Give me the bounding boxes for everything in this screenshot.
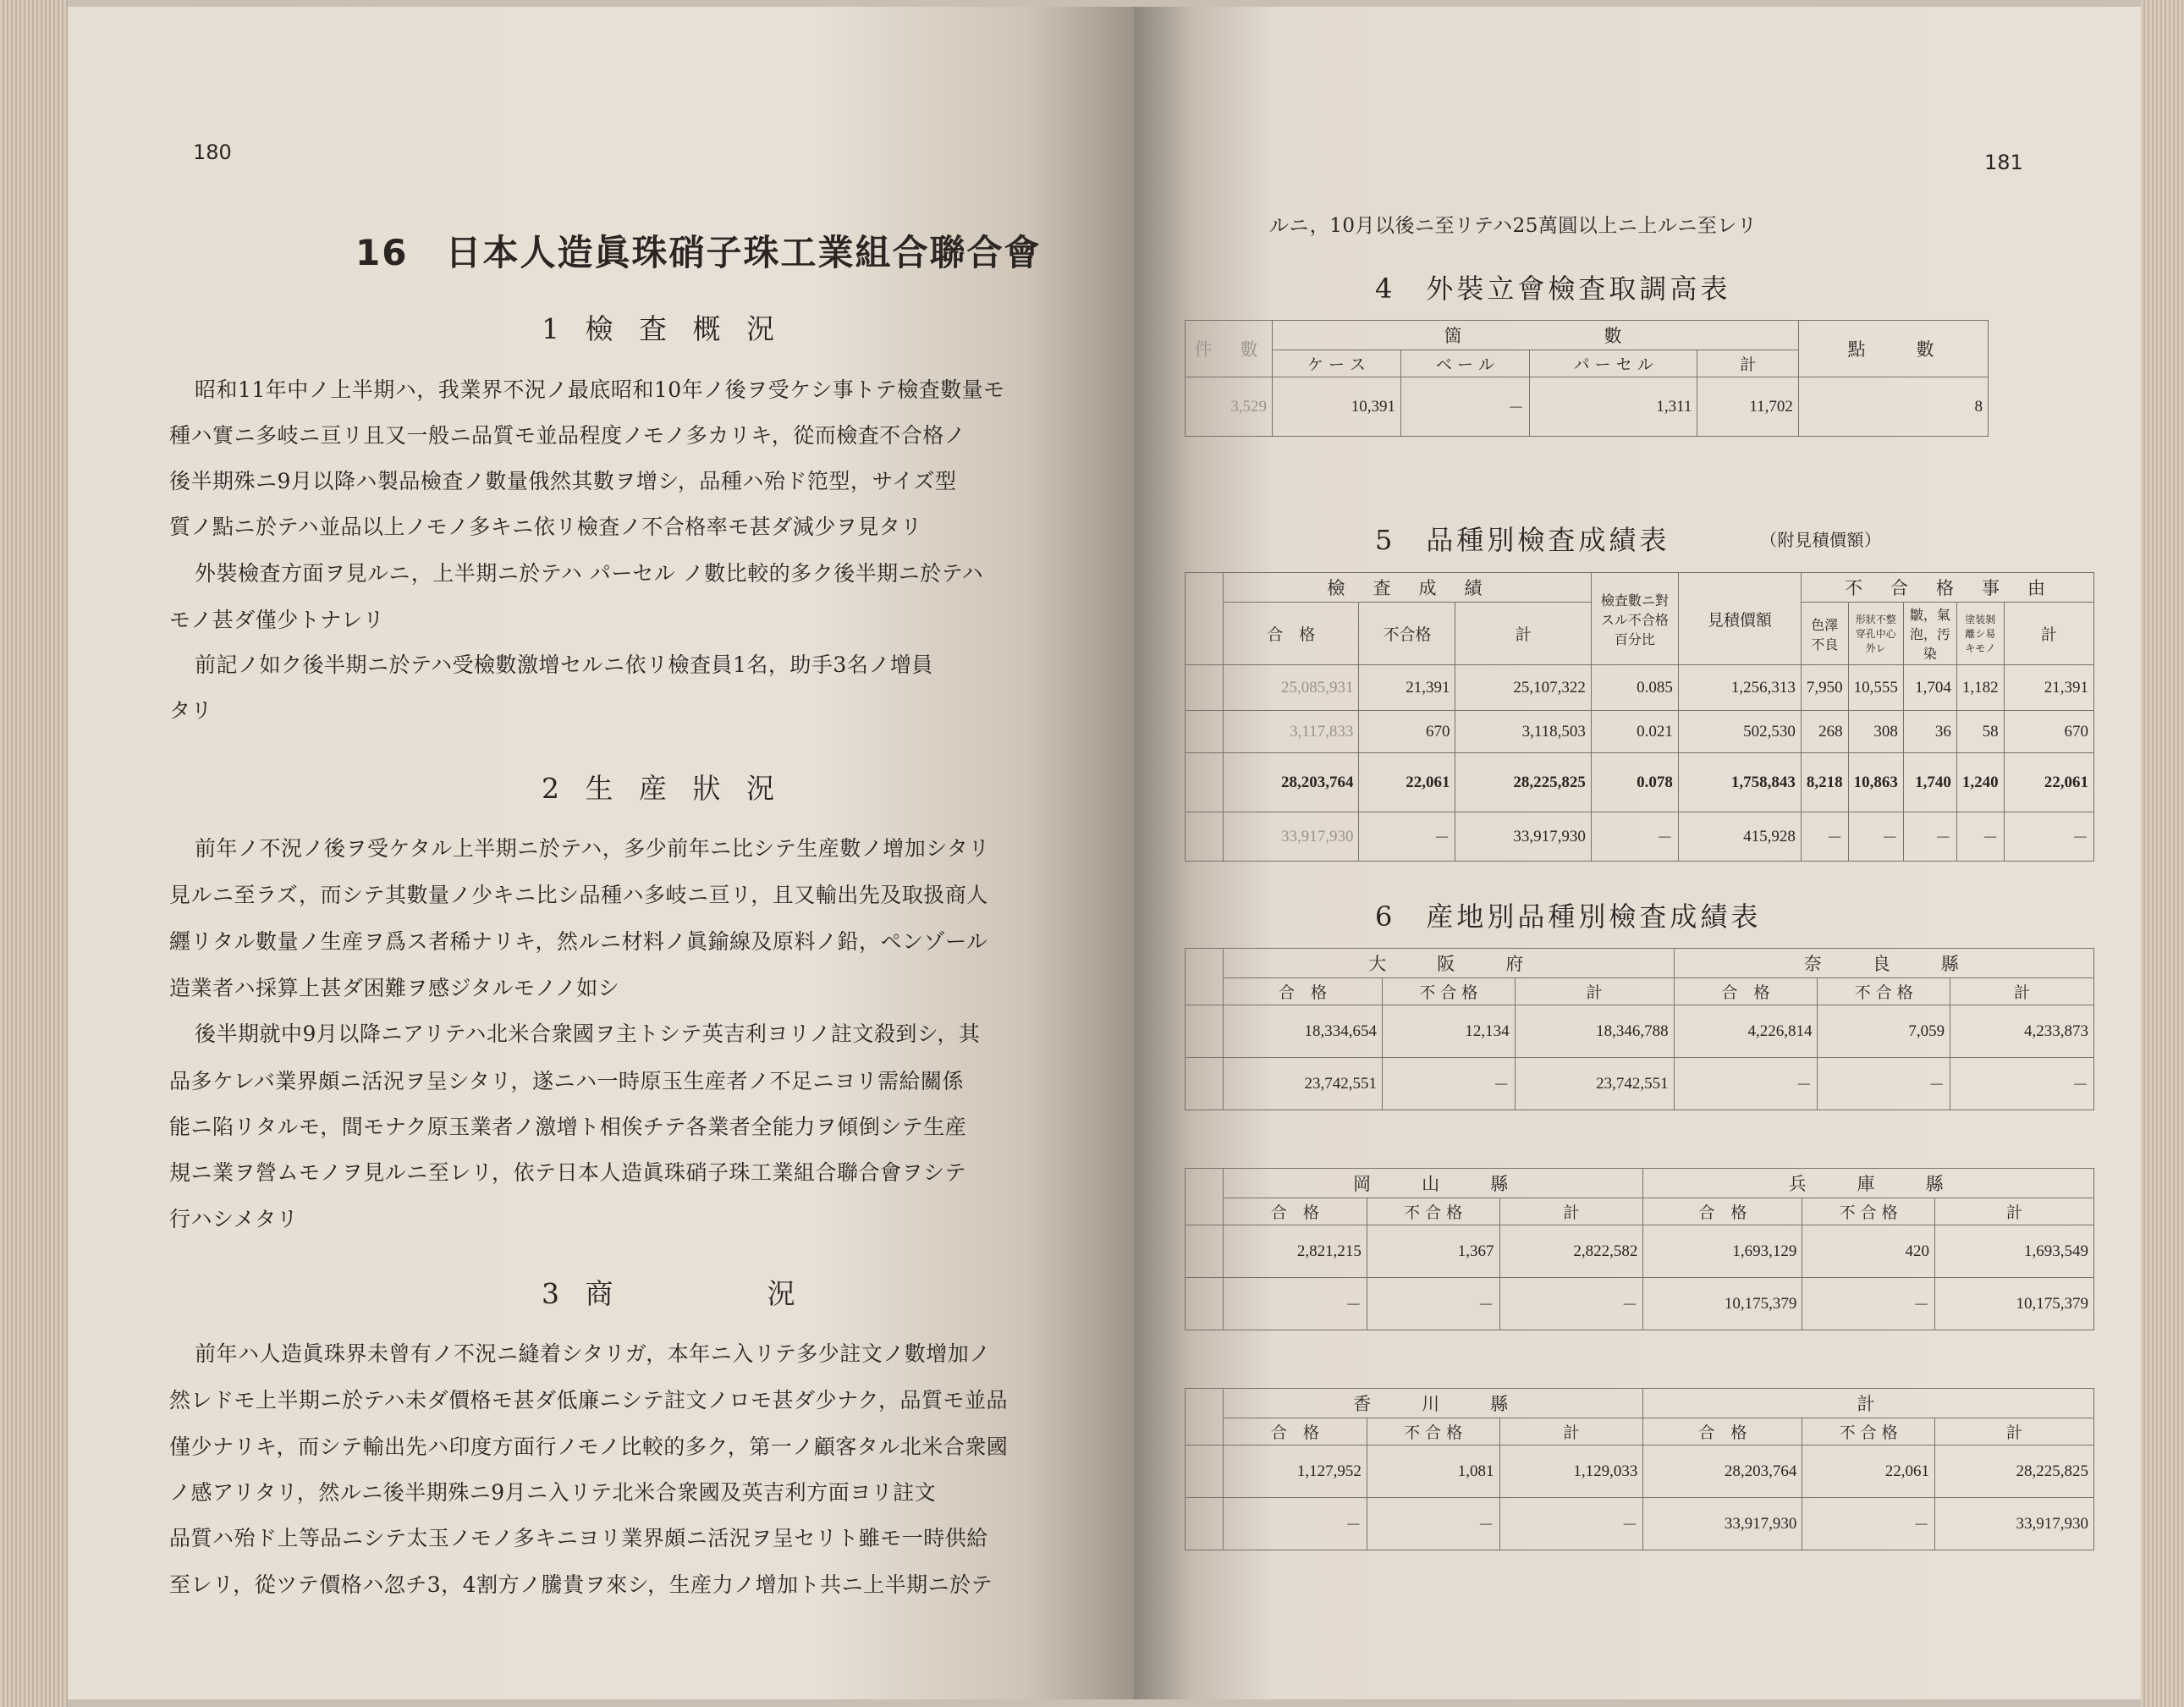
cell: 33,917,930: [1224, 812, 1359, 862]
cell: －: [1950, 1058, 2094, 1110]
cell: 21,391: [1359, 665, 1455, 711]
text-line: 質ノ點ニ於テハ並品以上ノモノ多キニ依リ檢査ノ不合格率モ甚ダ減少ヲ見タリ: [169, 515, 922, 539]
cell: －: [1499, 1498, 1643, 1550]
cell: 3,117,833: [1224, 711, 1359, 753]
cell: 0.078: [1591, 753, 1678, 812]
col-pass: 合 格: [1224, 1198, 1367, 1225]
col-pass: 合 格: [1643, 1418, 1802, 1445]
page-edges-right: [2141, 0, 2184, 1707]
row-label: [1186, 753, 1224, 812]
page-number-left: 180: [193, 140, 232, 164]
cell: －: [1848, 812, 1903, 862]
cell: 22,061: [1802, 1445, 1935, 1498]
cell: 7,950: [1801, 665, 1848, 711]
cell: 2,821,215: [1224, 1225, 1367, 1278]
col-fail: 不合格: [1359, 603, 1455, 665]
table-4-title: 4 外裝立會檢査取調高表: [1375, 273, 1731, 305]
cell: 21,391: [2004, 665, 2093, 711]
chapter-title: 16 日本人造眞珠硝子珠工業組合聯合會: [355, 232, 1042, 273]
text-line: 品質ハ殆ド上等品ニシテ太玉ノモノ多キニヨリ業界頗ニ活況ヲ呈セリト雖モ一時供給: [169, 1526, 988, 1550]
row-label-column: [1186, 1169, 1224, 1225]
cell: 7,059: [1818, 1005, 1950, 1058]
text-line: モノ甚ダ僅少トナレリ: [169, 608, 385, 632]
col-fail: 不 合 格: [1367, 1198, 1499, 1225]
cell: 23,742,551: [1224, 1058, 1383, 1110]
region-kagawa: 香 川 縣: [1224, 1389, 1643, 1418]
row-label: [1186, 1225, 1224, 1278]
cell: －: [1674, 1058, 1818, 1110]
header-mitsumori: 見積價額: [1678, 573, 1801, 665]
table-5-note: （附見積價額）: [1760, 530, 1882, 550]
col-total: 計: [1950, 978, 2094, 1005]
text-line: ノ感アリタリ，然ルニ後半期殊ニ9月ニ入リテ北米合衆國及英吉利方面ヨリ註文: [169, 1480, 937, 1505]
col-jiyu-total: 計: [2004, 603, 2093, 665]
col-shiwa: 皺，氣泡，汚染: [1903, 603, 1956, 665]
cell: 1,256,313: [1678, 665, 1801, 711]
cell: 670: [1359, 711, 1455, 753]
cell: 10,175,379: [1643, 1278, 1802, 1330]
table-6-block-1: [1185, 948, 2094, 1110]
cell: 3,529: [1186, 377, 1273, 437]
cell: 1,182: [1956, 665, 2004, 711]
row-label-column: [1186, 949, 1224, 1005]
header-kekka: 檢 査 成 績: [1224, 573, 1592, 603]
col-total: 計: [1499, 1418, 1643, 1445]
cell: 3,118,503: [1455, 711, 1591, 753]
row-label: [1186, 1005, 1224, 1058]
cell: 23,742,551: [1515, 1058, 1674, 1110]
cell: 1,127,952: [1224, 1445, 1367, 1498]
row-label: [1186, 665, 1224, 711]
text-line: 造業者ハ採算上甚ダ困難ヲ感ジタルモノノ如シ: [169, 976, 620, 1000]
header-tensu: 點 數: [1798, 321, 1988, 377]
cell: 502,530: [1678, 711, 1801, 753]
cell: 1,693,129: [1643, 1225, 1802, 1278]
header-kensu: 件 數: [1186, 321, 1273, 377]
cell: 1,758,843: [1678, 753, 1801, 812]
region-nara: 奈 良 縣: [1674, 949, 2093, 978]
cell: 25,107,322: [1455, 665, 1591, 711]
table-6-title: 6 産地別品種別檢査成績表: [1375, 900, 1762, 933]
cell: －: [1818, 1058, 1950, 1110]
section-1-title: 1 檢 査 概 況: [542, 312, 783, 345]
row-label-column: [1186, 1389, 1224, 1445]
col-total: 計: [1934, 1198, 2093, 1225]
cell: －: [1382, 1058, 1515, 1110]
text-line: 後半期就中9月以降ニアリテハ北米合衆國ヲ主トシテ英吉利ヨリノ註文殺到シ，其: [195, 1021, 981, 1046]
col-total: 計: [1455, 603, 1591, 665]
cell: 33,917,930: [1934, 1498, 2093, 1550]
cell: 28,225,825: [1934, 1445, 2093, 1498]
col-fail: 不 合 格: [1802, 1418, 1935, 1445]
cell: 36: [1903, 711, 1956, 753]
text-line: 昭和11年中ノ上半期ハ，我業界不況ノ最底昭和10年ノ後ヲ受ケシ事トテ檢査數量モ: [195, 377, 1005, 402]
cell: 268: [1801, 711, 1848, 753]
col-total: 計: [1697, 350, 1799, 377]
cell: －: [1956, 812, 2004, 862]
text-line: 見ルニ至ラズ，而シテ其數量ノ少キニ比シ品種ハ多岐ニ亘リ，且又輸出先及取扱商人: [169, 883, 988, 907]
cell: －: [1224, 1498, 1367, 1550]
cell: 58: [1956, 711, 2004, 753]
col-pass: 合 格: [1224, 603, 1359, 665]
cell: 4,233,873: [1950, 1005, 2094, 1058]
text-line: 前年ハ人造眞珠界未曾有ノ不況ニ縫着シタリガ，本年ニ入リテ多少註文ノ數增加ノ: [195, 1341, 991, 1366]
region-osaka: 大 阪 府: [1224, 949, 1675, 978]
region-total: 計: [1643, 1389, 2094, 1418]
text-line: 行ハシメタリ: [169, 1207, 299, 1231]
cell: 10,175,379: [1934, 1278, 2093, 1330]
cell: －: [1401, 377, 1530, 437]
cell: 0.021: [1591, 711, 1678, 753]
cell: 1,367: [1367, 1225, 1499, 1278]
table-5: [1185, 572, 2094, 862]
cell: 4,226,814: [1674, 1005, 1818, 1058]
row-label: [1186, 1445, 1224, 1498]
cell: －: [1801, 812, 1848, 862]
text-line: 至レリ，從ツテ價格ハ忽チ3，4割方ノ騰貴ヲ來シ，生産力ノ增加ト共ニ上半期ニ於テ: [169, 1572, 993, 1597]
cell: 1,693,549: [1934, 1225, 2093, 1278]
col-fail: 不 合 格: [1367, 1418, 1499, 1445]
col-fail: 不 合 格: [1802, 1198, 1935, 1225]
cell: 11,702: [1697, 377, 1799, 437]
cell: 1,704: [1903, 665, 1956, 711]
cell: －: [1367, 1278, 1499, 1330]
cell: 1,240: [1956, 753, 2004, 812]
cell: 10,863: [1848, 753, 1903, 812]
table-5-title: 5 品種別檢査成績表: [1375, 524, 1670, 556]
row-label: [1186, 1278, 1224, 1330]
text-line: 僅少ナリキ，而シテ輸出先ハ印度方面行ノモノ比較的多ク，第一ノ顧客タル北米合衆國: [169, 1434, 1009, 1459]
cell: －: [1903, 812, 1956, 862]
cell: －: [1224, 1278, 1367, 1330]
cell: 1,311: [1530, 377, 1697, 437]
cell: －: [1499, 1278, 1643, 1330]
cell: 420: [1802, 1225, 1935, 1278]
cell: －: [2004, 812, 2093, 862]
cell: 22,061: [2004, 753, 2093, 812]
text-line: 規ニ業ヲ營ムモノヲ見ルニ至レリ，依テ日本人造眞珠硝子珠工業組合聯合會ヲシテ: [169, 1160, 967, 1185]
cell: 28,225,825: [1455, 753, 1591, 812]
row-label: [1186, 711, 1224, 753]
region-okayama: 岡 山 縣: [1224, 1169, 1643, 1198]
cell: 2,822,582: [1499, 1225, 1643, 1278]
cell: 10,391: [1273, 377, 1401, 437]
cell: 25,085,931: [1224, 665, 1359, 711]
cell: 8: [1798, 377, 1988, 437]
cell: 415,928: [1678, 812, 1801, 862]
text-line: 種ハ實ニ多岐ニ亘リ且又一般ニ品質モ並品程度ノモノ多カリキ，從而檢査不合格ノ: [169, 423, 966, 448]
text-line: 前年ノ不況ノ後ヲ受ケタル上半期ニ於テハ，多少前年ニ比シテ生産數ノ增加シタリ: [195, 836, 990, 861]
col-fail: 不 合 格: [1382, 978, 1515, 1005]
cell: 8,218: [1801, 753, 1848, 812]
table-4: [1185, 320, 1989, 437]
cell: －: [1359, 812, 1455, 862]
col-total: 計: [1934, 1418, 2093, 1445]
text-line: 品多ケレバ業界頗ニ活況ヲ呈シタリ，遂ニハ一時原玉生産者ノ不足ニヨリ需給關係: [169, 1069, 965, 1093]
cell: －: [1367, 1498, 1499, 1550]
page-number-right: 181: [1984, 151, 2023, 174]
col-total: 計: [1515, 978, 1674, 1005]
col-fail: 不 合 格: [1818, 978, 1950, 1005]
col-total: 計: [1499, 1198, 1643, 1225]
text-line: 外裝檢査方面ヲ見ルニ，上半期ニ於テハ パーセル ノ數比較的多ク後半期ニ於テハ: [195, 561, 984, 586]
cell: 1,740: [1903, 753, 1956, 812]
col-pass: 合 格: [1224, 1418, 1367, 1445]
col-parcel: パ ー セ ル: [1530, 350, 1697, 377]
cell: 33,917,930: [1643, 1498, 1802, 1550]
cell: －: [1802, 1278, 1935, 1330]
left-page: [68, 7, 1134, 1699]
text-line: タリ: [169, 698, 213, 723]
cell: 18,346,788: [1515, 1005, 1674, 1058]
table-6-block-3: [1185, 1388, 2094, 1550]
table-6-block-2: [1185, 1168, 2094, 1330]
page-edges-left: [0, 0, 68, 1707]
row-label: [1186, 812, 1224, 862]
cell: 308: [1848, 711, 1903, 753]
cell: －: [1591, 812, 1678, 862]
cell: 0.085: [1591, 665, 1678, 711]
cell: 18,334,654: [1224, 1005, 1383, 1058]
text-line: 後半期殊ニ9月以降ハ製品檢査ノ數量俄然其數ヲ增シ，品種ハ殆ド笵型，サイズ型: [169, 469, 957, 493]
row-label: [1186, 1498, 1224, 1550]
header-jiyu: 不 合 格 事 由: [1801, 573, 2093, 603]
header-kosu: 箇 數: [1273, 321, 1799, 350]
row-label: [1186, 1058, 1224, 1110]
text-line: 然レドモ上半期ニ於テハ未ダ價格モ甚ダ低廉ニシテ註文ノロモ甚ダ少ナク，品質モ並品: [169, 1388, 1009, 1412]
right-page: [1134, 7, 2141, 1699]
col-keijo: 形狀不整穿孔中心外レ: [1848, 603, 1903, 665]
region-hyogo: 兵 庫 縣: [1643, 1169, 2094, 1198]
col-case: ケ ー ス: [1273, 350, 1401, 377]
text-line: 纒リタル數量ノ生産ヲ爲ス者稀ナリキ，然ルニ材料ノ眞鍮線及原料ノ鉛，ペンゾール: [169, 929, 988, 954]
cell: 670: [2004, 711, 2093, 753]
cell: 33,917,930: [1455, 812, 1591, 862]
cell: 22,061: [1359, 753, 1455, 812]
cell: 28,203,764: [1224, 753, 1359, 812]
col-shikitaku: 色澤不良: [1801, 603, 1848, 665]
col-pass: 合 格: [1224, 978, 1383, 1005]
header-ritsu: 檢査數ニ對スル不合格百分比: [1591, 573, 1678, 665]
section-2-title: 2 生 産 狀 況: [542, 772, 783, 805]
cell: －: [1802, 1498, 1935, 1550]
text-line: 能ニ陷リタルモ，間モナク原玉業者ノ激增ト相俟チテ各業者全能力ヲ傾倒シテ生産: [169, 1115, 967, 1139]
continued-text-line: ルニ，10月以後ニ至リテハ25萬圓以上ニ上ルニ至レリ: [1269, 215, 1758, 237]
col-pass: 合 格: [1674, 978, 1818, 1005]
col-bale: ベ ー ル: [1401, 350, 1530, 377]
row-label-column: [1186, 573, 1224, 665]
col-tosou: 塗装剝離シ易キモノ: [1956, 603, 2004, 665]
section-3-title: 3 商 況: [542, 1277, 804, 1310]
text-line: 前記ノ如ク後半期ニ於テハ受檢數激增セルニ依リ檢査員1名，助手3名ノ增員: [195, 653, 933, 677]
cell: 12,134: [1382, 1005, 1515, 1058]
cell: 28,203,764: [1643, 1445, 1802, 1498]
cell: 1,081: [1367, 1445, 1499, 1498]
cell: 10,555: [1848, 665, 1903, 711]
col-pass: 合 格: [1643, 1198, 1802, 1225]
cell: 1,129,033: [1499, 1445, 1643, 1498]
